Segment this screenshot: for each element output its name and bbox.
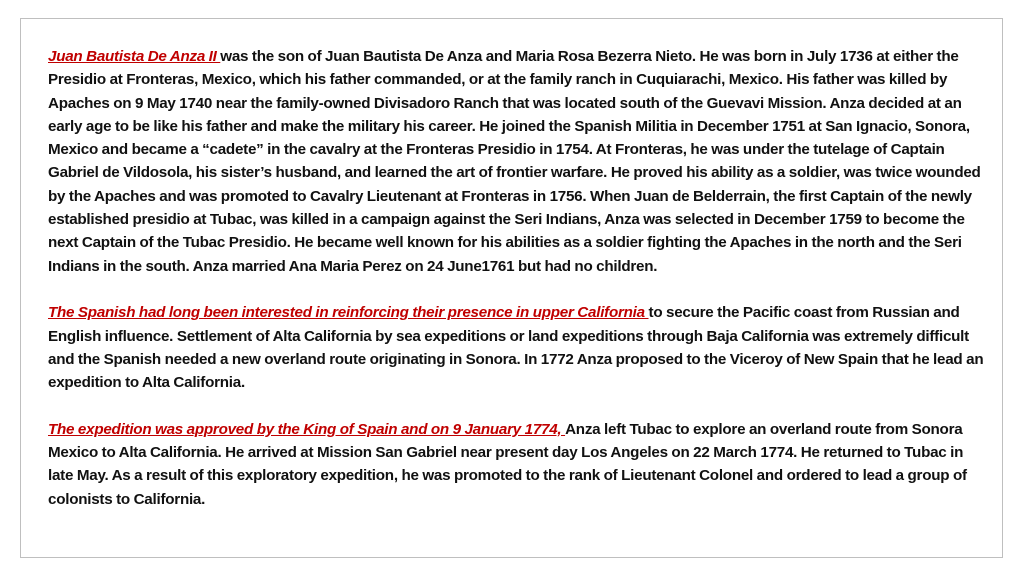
paragraph-expedition [48,418,988,511]
paragraph-anza-biography [48,45,988,278]
paragraph-body-expedition: Anza left Tubac to explore an overland route from Sonora Mexico to Alta California. He arrived at Mission San Gabriel near present day Los Angeles on 22 March 1774. He returned to Tubac in late May. As a result of this exploratory expedition, he was promoted to the rank of Lieutenant Colonel and ordered to lead a group of colonists to California. [48,420,967,508]
paragraph-lead-anza: Juan Bautista De Anza II [48,48,221,65]
paragraph-lead-spanish: The Spanish had long been interested in reinforcing their presence in upper California [48,304,649,322]
slide-frame [20,18,1003,558]
paragraph-body-spanish: to secure the Pacific coast from Russian and English influence. Settlement of Alta California by sea expeditions or land expeditions through Baja California was extremely difficult and the Spanish needed a new overland route originating in Sonora. In 1772 Anza proposed to the Viceroy of New Spain that he lead an expedition to Alta California. [48,304,984,392]
paragraph-body-anza: was the son of Juan Bautista De Anza and Maria Rosa Bezerra Nieto. He was born in July 1736 at either the Presidio at Fronteras, Mexico, which his father commanded, or at the family ranch in Cuquiarachi, Mexico. His father was killed by Apaches on 9 May 1740 near the family-owned Divisadoro Ranch that was located south of the Guevavi Mission. Anza decided at an early age to be like his father and make the military his career. He joined the Spanish Militia in December 1751 at San Ignacio, Sonora, Mexico and became a “cadete” in the cavalry at the Fronteras Presidio in 1754. At Fronteras, he was under the tutelage of Captain Gabriel de Vildosola, his sister’s husband, and learned the art of frontier warfare. He proved his ability as a soldier, was twice wounded by the Apaches and was promoted to Cavalry Lieutenant at Fronteras in 1756. When Juan de Belderrain, the first Captain of the newly established presidio at Tubac, was killed in a campaign against the Seri Indians, Anza was selected in December 1759 to become the next Captain of the Tubac Presidio. He became well known for his abilities as a soldier fighting the Apaches in the north and the Seri Indians in the south. Anza married Ana Maria Perez on 24 June1761 but had no children. [48,48,981,275]
text-body [48,45,988,534]
paragraph-lead-expedition: The expedition was approved by the King of Spain and on 9 January 1774, [48,420,566,438]
paragraph-spanish-interest [48,301,988,394]
